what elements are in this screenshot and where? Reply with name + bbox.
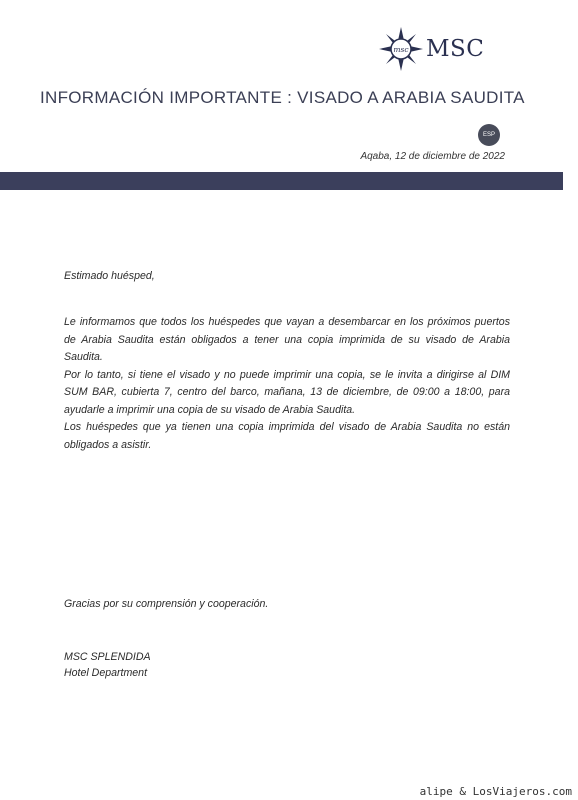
brand-name: MSC [426,36,485,62]
paragraph: Los huéspedes que ya tienen una copia imprimida del visado de Arabia Saudita no están obligados a asistir. [64,421,510,451]
language-badge: ESP [478,124,500,146]
signature-department: Hotel Department [64,667,148,679]
signature [64,649,151,681]
watermark: alipe & LosViajeros.com [419,785,572,798]
signature-ship: MSC SPLENDIDA [64,651,151,663]
page-title: INFORMACIÓN IMPORTANTE : VISADO A ARABIA SAUDITA [40,88,525,107]
closing: Gracias por su comprensión y cooperación. [64,598,269,610]
compass-rose-icon [379,27,423,71]
paragraph: Le informamos que todos los huéspedes que vayan a desembarcar en los próximos puertos de Arabia Saudita están obligados a tener una copia imprimida de su visado de Arabia Saudita. [64,316,510,363]
letter-date: Aqaba, 12 de diciembre de 2022 [360,151,505,162]
msc-logo [379,27,484,71]
letter-body [64,314,510,454]
header-band [0,172,563,190]
svg-text:msc: msc [393,45,409,54]
greeting: Estimado huésped, [64,270,155,282]
paragraph: Por lo tanto, si tiene el visado y no puede imprimir una copia, se le invita a dirigirse al DIM SUM BAR, cubierta 7, centro del barco, mañana, 13 de diciembre, de 09:00 a 18:00, para ayudarle a imprimir una copia de su visado de Arabia Saudita. [64,368,510,416]
